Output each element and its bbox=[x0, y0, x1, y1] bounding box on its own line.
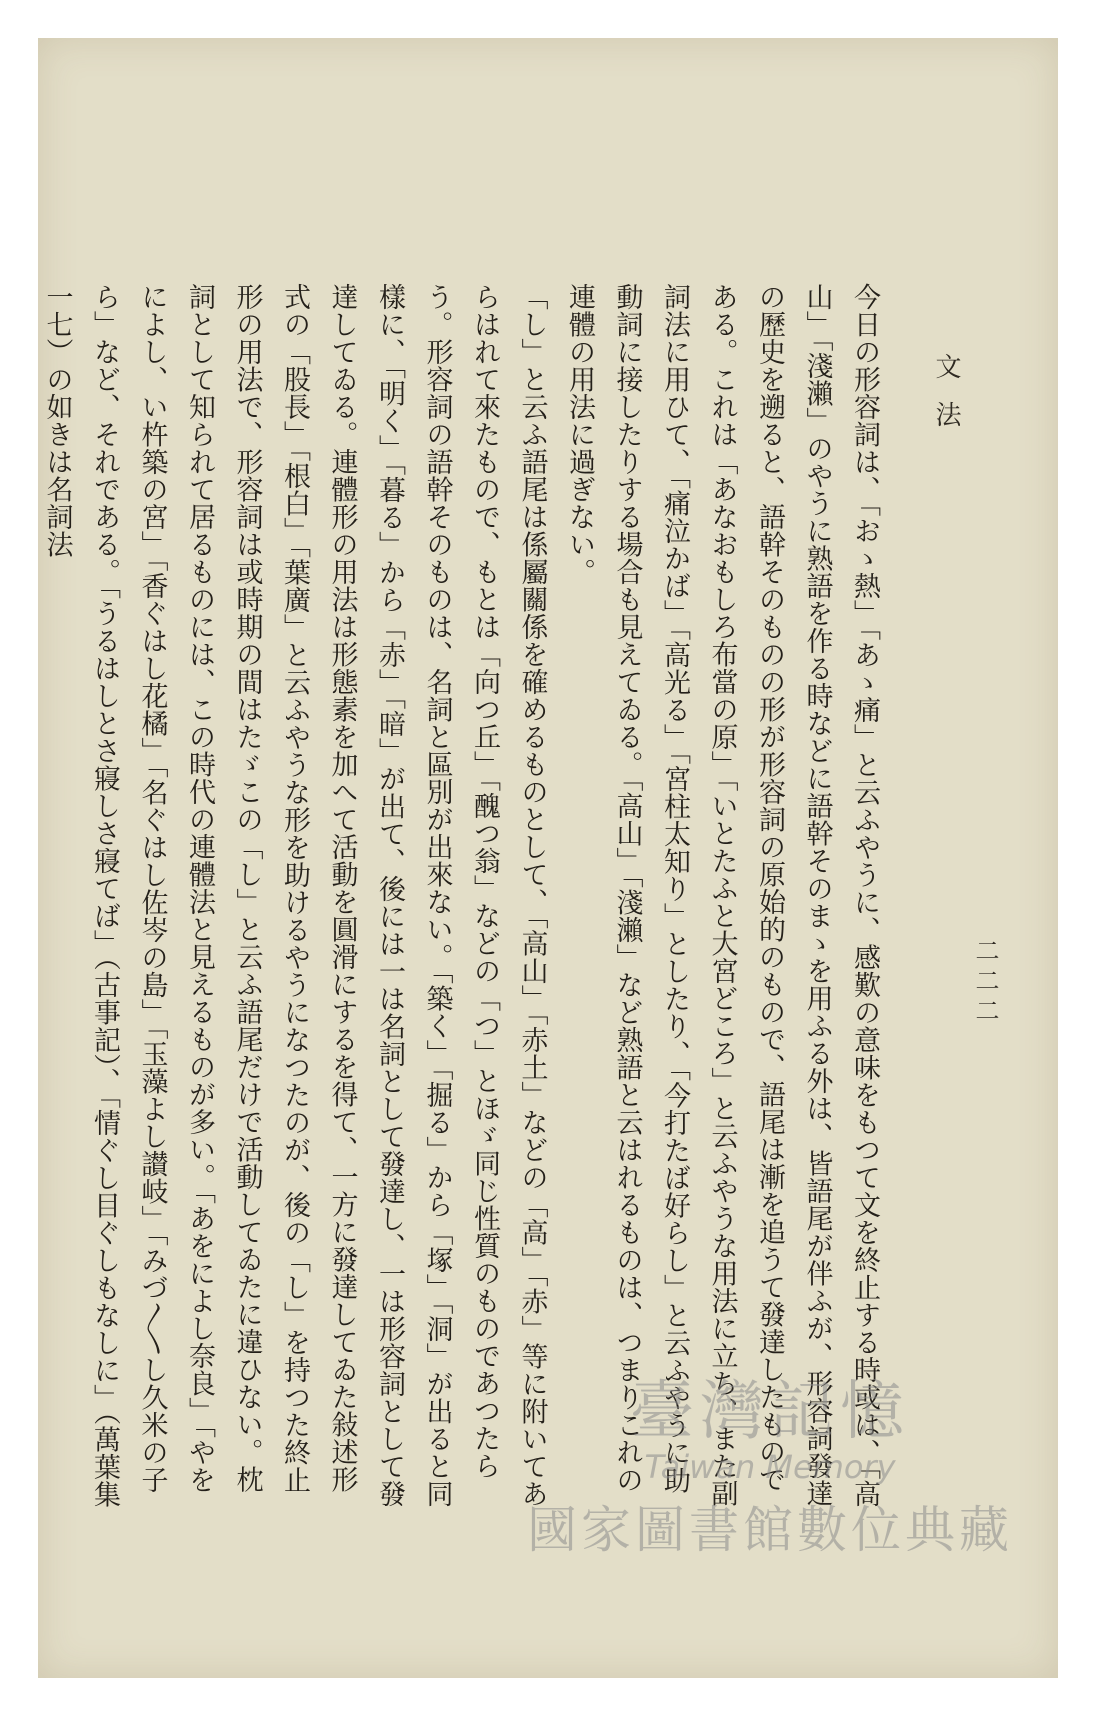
watermark-subtitle: 國家圖書館數位典藏 bbox=[527, 1501, 1013, 1559]
running-header: 文法 bbox=[931, 353, 961, 449]
page-number: 二二二 bbox=[971, 938, 999, 1028]
watermark-title: 臺灣記憶 bbox=[630, 1375, 910, 1449]
watermark-english: Taiwan Memory bbox=[644, 1448, 896, 1486]
paragraph-1: 今日の形容詞は、「おゝ熱」「あゝ痛」と云ふやうに、感歎の意味をもつて文を終止する時或は、「高山」「淺瀨」のやうに熟語を作る時などに語幹そのまゝを用ふる外は、皆語尾が伴ふが、形容詞發達の歷史を遡ると、語幹そのものの形が形容詞の原始的のもので、語尾は漸を追うて發達したものである。これは「あなおもしろ布當の原」「いとたふと大宮どころ」と云ふやうな用法に立ち、また副詞法に用ひて、「痛泣かば」「高光る」「宮柱太知り」としたり、「今打たば好らし」と云ふやうに助動詞に接したりする場合も見えてゐる。「高山」「淺瀨」など熟語と云はれるものは、つまりこれの連體の用法に過ぎない。 bbox=[564, 283, 880, 1508]
vertical-body-text bbox=[33, 283, 888, 1513]
paragraph-2: 「し」と云ふ語尾は係屬關係を確めるものとして、「高山」「赤土」などの「高」「赤」等に附いてあらはれて來たもので、もとは「向つ丘」「醜つ翁」などの「つ」とほゞ同じ性質のものであつたらう。形容詞の語幹そのものは、名詞と區別が出來ない。「築く」「掘る」から「塚」「洞」が出ると同樣に、「明く」「暮る」から「赤」「暗」が出て、後には一は名詞として發達し、一は形容詞として發達してゐる。連體形の用法は形態素を加へて活動を圓滑にするを得て、一方に發達してゐた敍述形式の「股長」「根白」「葉廣」と云ふやうな形を助けるやうになつたのが、後の「し」を持つた終止形の用法で、形容詞は或時期の間はたゞこの「し」と云ふ語尾だけで活動してゐたに違ひない。枕詞として知られて居るものには、この時代の連體法と見えるものが多い。「あをによし奈良」「やをによし、い杵築の宮」「香ぐはし花橘」「名ぐはし佐岑の島」「玉藻よし讃岐」「みづ〳〵し久米の子ら」など、それである。「うるはしとさ寢しさ寢てば」（古事記）、「情ぐし目ぐしもなしに」（萬葉集一七）の如きは名詞法 bbox=[41, 283, 548, 1508]
library-watermark bbox=[490, 1360, 1050, 1562]
